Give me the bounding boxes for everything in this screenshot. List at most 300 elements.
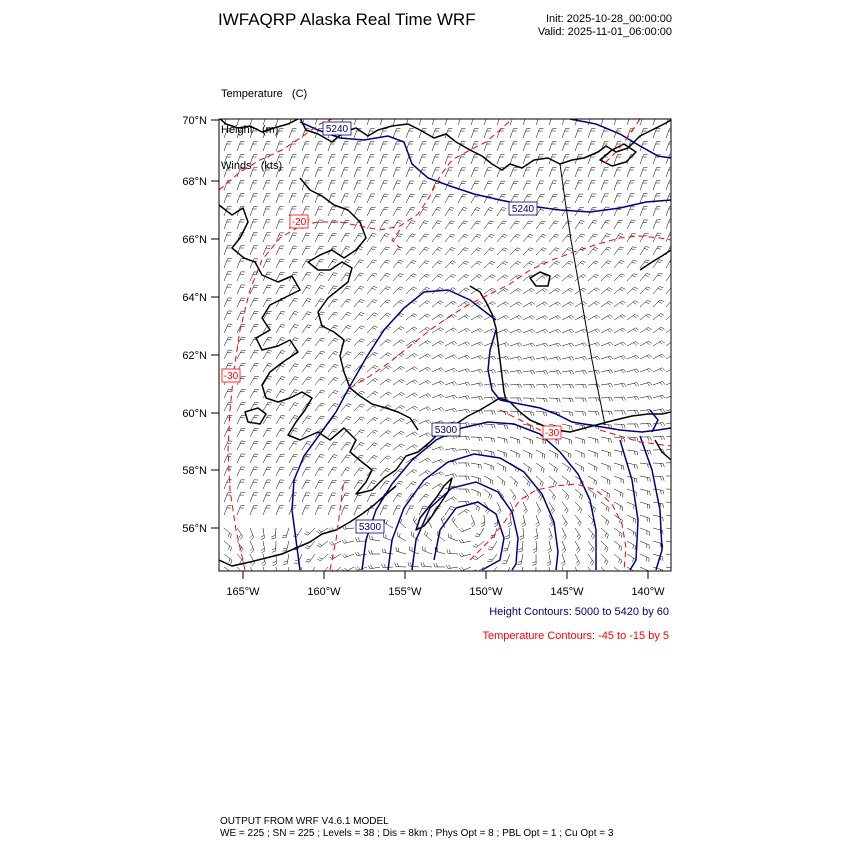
- wind-barb: [224, 528, 231, 538]
- wind-barb: [640, 273, 650, 281]
- wind-barb: [458, 476, 469, 480]
- wind-barb: [237, 350, 246, 359]
- wind-barb: [549, 129, 557, 138]
- wind-barb: [490, 528, 497, 538]
- wind-barb: [393, 431, 404, 437]
- wind-barb: [393, 274, 403, 282]
- wind-barb: [224, 415, 232, 424]
- wind-barb: [666, 367, 678, 372]
- wind-barb: [627, 260, 637, 268]
- wind-barb: [588, 181, 596, 190]
- wind-barb: [282, 528, 289, 538]
- wind-barb: [250, 441, 259, 450]
- wind-barb: [458, 208, 467, 217]
- wind-barb: [393, 129, 401, 138]
- wind-barb: [588, 384, 600, 388]
- wind-barb: [263, 194, 271, 203]
- wind-barb: [276, 116, 284, 125]
- wind-barb: [354, 260, 364, 268]
- wind-barb: [536, 384, 548, 388]
- wind-barb: [432, 142, 440, 151]
- wind-barb: [237, 155, 245, 164]
- wind-barb: [434, 563, 445, 567]
- wind-barb: [276, 403, 285, 412]
- wind-barb: [561, 554, 565, 566]
- wind-barb: [653, 489, 664, 494]
- wind-barb: [549, 261, 560, 268]
- wind-barb: [601, 502, 609, 512]
- height-label: 5300: [358, 522, 382, 533]
- wind-barb: [354, 493, 363, 502]
- wind-barb: [471, 515, 475, 527]
- wind-barb: [367, 430, 378, 437]
- wind-barb: [419, 494, 429, 502]
- wind-barb: [445, 474, 457, 478]
- wind-barb: [666, 181, 674, 190]
- wind-barb: [614, 155, 622, 164]
- lat-label: 60°N: [182, 408, 207, 420]
- wind-barb: [484, 383, 496, 387]
- wind-barb: [471, 489, 480, 497]
- wind-barb: [627, 396, 639, 400]
- wind-barb: [419, 470, 431, 476]
- wind-barb: [419, 155, 427, 164]
- wind-barb: [640, 541, 649, 549]
- wind-barb: [250, 389, 259, 398]
- wind-barb: [432, 459, 444, 463]
- wind-barb: [250, 116, 258, 125]
- wind-barb: [523, 129, 531, 138]
- wind-barb: [419, 194, 428, 203]
- wind-barb: [328, 312, 338, 320]
- wind-barb: [315, 259, 324, 268]
- wind-barb: [406, 221, 415, 229]
- wind-barb: [250, 506, 258, 515]
- wind-barb: [315, 142, 323, 151]
- lon-label: 140°W: [631, 586, 665, 598]
- wind-barb: [419, 380, 431, 385]
- wind-barb: [276, 351, 285, 360]
- wind-barb: [305, 554, 315, 562]
- wind-barb: [497, 221, 507, 229]
- wind-barb: [302, 233, 310, 242]
- wind-barb: [250, 233, 258, 242]
- wind-barb: [328, 286, 338, 294]
- wind-barb: [505, 528, 510, 539]
- wind-barb: [601, 515, 609, 525]
- wind-barb: [614, 369, 626, 373]
- wind-barb: [432, 341, 444, 346]
- wind-barb: [250, 467, 258, 476]
- wind-barb: [354, 442, 364, 450]
- wind-barb: [237, 220, 245, 229]
- wind-barb: [614, 220, 623, 229]
- wind-barb: [283, 541, 290, 551]
- wind-barb: [367, 194, 375, 203]
- wind-barb: [627, 220, 635, 229]
- wind-barb: [549, 181, 557, 190]
- wind-barb: [354, 181, 362, 190]
- wind-barb: [406, 367, 418, 372]
- wind-barb: [250, 376, 259, 385]
- wind-barb: [406, 168, 414, 177]
- wind-barb: [510, 384, 522, 388]
- height-label: 5240: [325, 124, 349, 135]
- wind-barb: [666, 462, 678, 466]
- wind-barb: [549, 116, 557, 125]
- wind-barb: [328, 155, 336, 164]
- wind-barb: [588, 541, 594, 552]
- wind-barb: [315, 455, 324, 464]
- wind-barb: [640, 233, 649, 242]
- wind-barb: [627, 116, 635, 125]
- wind-barb: [484, 261, 495, 268]
- wind-barb: [484, 370, 496, 374]
- wind-barb: [523, 248, 534, 255]
- wind-barb: [224, 402, 233, 411]
- wind-barb: [315, 377, 325, 385]
- wind-barb: [419, 247, 429, 255]
- wind-barb: [614, 181, 622, 190]
- wind-barb: [289, 403, 298, 411]
- wind-barb: [471, 129, 479, 138]
- wind-barb: [393, 444, 404, 450]
- wind-barb: [575, 450, 584, 458]
- wind-barb: [640, 528, 649, 536]
- wind-barb: [237, 389, 246, 398]
- wind-barb: [445, 497, 457, 502]
- wind-barb: [510, 142, 518, 151]
- wind-barb: [328, 142, 336, 151]
- wind-barb: [459, 528, 471, 532]
- wind-barb: [224, 142, 232, 151]
- wind-barb: [459, 567, 471, 571]
- wind-barb: [315, 220, 323, 229]
- wind-barb: [458, 355, 470, 359]
- wind-barb: [471, 329, 483, 334]
- wind-barb: [367, 493, 376, 502]
- wind-barb: [341, 247, 350, 256]
- wind-barb: [393, 327, 404, 333]
- wind-barb: [549, 142, 557, 151]
- wind-barb: [445, 116, 453, 125]
- wind-barb: [653, 300, 664, 307]
- wind-barb: [328, 181, 336, 190]
- wind-barb: [250, 207, 258, 216]
- wind-barb: [653, 273, 663, 281]
- wind-barb: [627, 515, 636, 523]
- wind-barb: [341, 168, 349, 177]
- height-contour-labels: [323, 122, 537, 533]
- wind-barb: [614, 541, 622, 551]
- wind-barb: [653, 368, 665, 372]
- wind-barb: [575, 567, 579, 579]
- wind-barb: [562, 357, 574, 361]
- wind-barb: [421, 562, 432, 567]
- wind-barb: [510, 450, 519, 458]
- wind-barb: [354, 417, 365, 424]
- wind-barb: [445, 368, 457, 372]
- wind-barb: [536, 142, 544, 151]
- wind-barb: [302, 246, 311, 255]
- wind-barb: [627, 528, 636, 537]
- wind-barb: [367, 207, 376, 216]
- wind-barb: [432, 168, 440, 177]
- wind-barb: [502, 567, 510, 576]
- wind-barb: [328, 493, 336, 502]
- valid-time: Valid: 2025-11-01_06:00:00: [537, 26, 672, 38]
- lat-label: 62°N: [182, 350, 207, 362]
- wind-barb: [393, 392, 405, 398]
- wind-barb: [588, 261, 599, 268]
- wind-barb: [614, 567, 622, 577]
- wind-barb: [330, 567, 341, 573]
- wind-barb: [271, 528, 276, 539]
- wind-barb: [237, 506, 245, 515]
- wind-barb: [237, 272, 245, 281]
- wind-barb: [302, 155, 310, 164]
- wind-barb: [484, 489, 492, 499]
- wind-barb: [250, 454, 258, 463]
- wind-barb: [640, 207, 648, 216]
- wind-barb: [250, 194, 258, 203]
- wind-barb: [510, 288, 522, 294]
- wind-barb: [640, 489, 650, 495]
- wind-barb: [562, 398, 573, 402]
- wind-barb: [508, 515, 512, 527]
- wind-barb: [510, 343, 522, 347]
- wind-barb: [419, 420, 431, 424]
- wind-barb: [523, 463, 531, 473]
- wind-barb: [406, 393, 418, 398]
- wind-barb: [328, 480, 337, 489]
- wind-barb: [237, 441, 245, 450]
- temperature-label: -20: [291, 217, 307, 228]
- wind-barb: [380, 247, 390, 255]
- wind-barb: [367, 378, 378, 385]
- wind-barb: [354, 378, 365, 385]
- wind-barb: [562, 261, 573, 268]
- wind-barb: [458, 509, 470, 515]
- wind-barb: [627, 424, 639, 428]
- wind-barb: [276, 467, 284, 476]
- wind-barb: [627, 355, 639, 359]
- wind-barb: [523, 288, 535, 294]
- wind-barb: [614, 342, 626, 346]
- wind-barb: [601, 463, 610, 471]
- wind-barb: [640, 314, 651, 320]
- wind-barb: [588, 274, 599, 281]
- wind-barb: [549, 463, 557, 473]
- wind-barb: [432, 116, 440, 125]
- wind-barb: [432, 381, 444, 385]
- wind-barb: [536, 343, 548, 347]
- wind-barb: [263, 454, 272, 463]
- lon-label: 160°W: [307, 586, 341, 598]
- wind-barb: [354, 352, 365, 359]
- wind-barb: [588, 476, 597, 485]
- wind-barb: [588, 221, 597, 230]
- wind-barb: [328, 506, 336, 515]
- wind-barb: [458, 129, 466, 138]
- wind-barb: [601, 567, 608, 578]
- wind-barb: [381, 564, 393, 568]
- wind-barb: [653, 354, 665, 359]
- wind-barb: [601, 384, 613, 388]
- wind-barb: [354, 313, 364, 321]
- wind-barb: [315, 286, 324, 294]
- wind-barb: [666, 435, 678, 439]
- wind-barb: [510, 261, 521, 268]
- wind-barb: [224, 467, 232, 476]
- wind-barb: [497, 476, 505, 486]
- wind-barb: [488, 541, 497, 550]
- wind-barb: [484, 208, 493, 216]
- wind-barb: [432, 194, 441, 203]
- wind-barb: [471, 181, 479, 190]
- wind-barb: [471, 116, 479, 125]
- wind-barb: [367, 326, 378, 333]
- wind-barb: [523, 357, 535, 361]
- wind-barb: [640, 181, 648, 190]
- wind-barb: [250, 493, 258, 502]
- wind-barb: [263, 259, 271, 268]
- wind-barb: [562, 194, 570, 203]
- wind-barb: [588, 329, 600, 333]
- wind-barb: [640, 382, 652, 386]
- wind-barb: [380, 313, 391, 320]
- wind-barb: [614, 554, 622, 564]
- wind-barb: [315, 403, 325, 411]
- wind-barb: [445, 194, 454, 203]
- wind-barb: [601, 541, 608, 552]
- wind-barb: [380, 456, 391, 463]
- wind-barb: [395, 563, 406, 567]
- wind-barb: [562, 528, 566, 540]
- wind-barb: [406, 470, 417, 477]
- wind-barb: [549, 288, 561, 294]
- wind-barb: [471, 396, 483, 400]
- wind-barb: [588, 247, 598, 255]
- wind-barb: [601, 397, 613, 401]
- wind-barb: [224, 168, 232, 177]
- wind-barb: [354, 207, 362, 216]
- wind-barb: [653, 463, 664, 467]
- wind-barb: [328, 455, 337, 463]
- wind-barb: [380, 481, 390, 489]
- wind-barb: [549, 248, 560, 255]
- wind-barb: [640, 327, 652, 333]
- wind-barb: [380, 339, 391, 346]
- wind-barb: [536, 181, 544, 190]
- wind-barb: [262, 554, 266, 566]
- wind-barb: [575, 302, 587, 307]
- wind-barb: [328, 364, 338, 372]
- wind-barb: [406, 247, 416, 255]
- wind-barb: [276, 207, 284, 216]
- wind-barb: [549, 398, 560, 402]
- lat-label: 56°N: [182, 523, 207, 535]
- wind-barb: [640, 515, 650, 522]
- wind-barb: [419, 274, 430, 281]
- wind-barb: [354, 142, 362, 151]
- wind-barb: [224, 233, 232, 242]
- wind-barb: [484, 288, 495, 294]
- wind-barb: [510, 302, 522, 307]
- wind-barb: [263, 506, 271, 515]
- wind-barb: [653, 246, 662, 255]
- wind-barb: [250, 246, 258, 255]
- wind-barb: [627, 194, 635, 203]
- wind-barb: [276, 129, 284, 138]
- wind-barb: [471, 342, 483, 346]
- wind-barb: [445, 261, 456, 268]
- wind-barb: [614, 411, 626, 415]
- wind-barb: [224, 298, 232, 307]
- wind-barb: [614, 397, 626, 401]
- wind-barb: [575, 437, 585, 444]
- wind-barb: [406, 207, 415, 216]
- wind-barb: [536, 450, 545, 459]
- wind-barb: [458, 168, 466, 177]
- wind-barb: [532, 567, 536, 578]
- wind-barb: [263, 402, 272, 411]
- wind-barb: [250, 155, 258, 164]
- wind-barb: [393, 194, 401, 203]
- wind-barb: [341, 181, 349, 190]
- wind-barb: [523, 234, 533, 242]
- wind-barb: [497, 194, 506, 203]
- wind-barb: [575, 168, 583, 177]
- wind-barb: [302, 467, 311, 476]
- plot-title: IWFAQRP Alaska Real Time WRF: [218, 10, 476, 29]
- temperature-label: -30: [223, 371, 239, 382]
- wind-barb: [397, 532, 406, 541]
- wind-barb: [302, 299, 311, 307]
- wind-barb: [536, 234, 546, 242]
- wind-barb: [224, 155, 232, 164]
- wind-barb: [380, 379, 391, 385]
- wind-barb: [481, 515, 485, 527]
- wind-barb: [549, 275, 560, 281]
- wind-barb: [523, 316, 535, 321]
- wind-barb: [627, 437, 638, 442]
- wind-barb: [276, 233, 284, 242]
- temperature-label: -30: [544, 428, 560, 439]
- wind-barb: [263, 428, 272, 437]
- wind-barb: [406, 353, 418, 359]
- wind-barb: [367, 168, 375, 177]
- wind-barb: [575, 384, 587, 388]
- wind-barb: [497, 315, 509, 320]
- wind-barb: [367, 116, 375, 125]
- wind-barb: [423, 546, 432, 554]
- wind-barb: [263, 480, 271, 489]
- wind-barb: [380, 207, 389, 216]
- wind-barb: [517, 554, 523, 565]
- wind-barb: [304, 528, 315, 535]
- wind-barb: [380, 443, 391, 450]
- wind-barb: [237, 480, 245, 489]
- wind-barb: [484, 411, 496, 415]
- wind-barb: [588, 142, 596, 151]
- wind-barb: [419, 261, 429, 268]
- wind-barb: [548, 528, 552, 540]
- wind-barb: [445, 142, 453, 151]
- wind-barb: [666, 155, 674, 164]
- wind-barb: [653, 515, 663, 521]
- wind-barb: [302, 286, 311, 295]
